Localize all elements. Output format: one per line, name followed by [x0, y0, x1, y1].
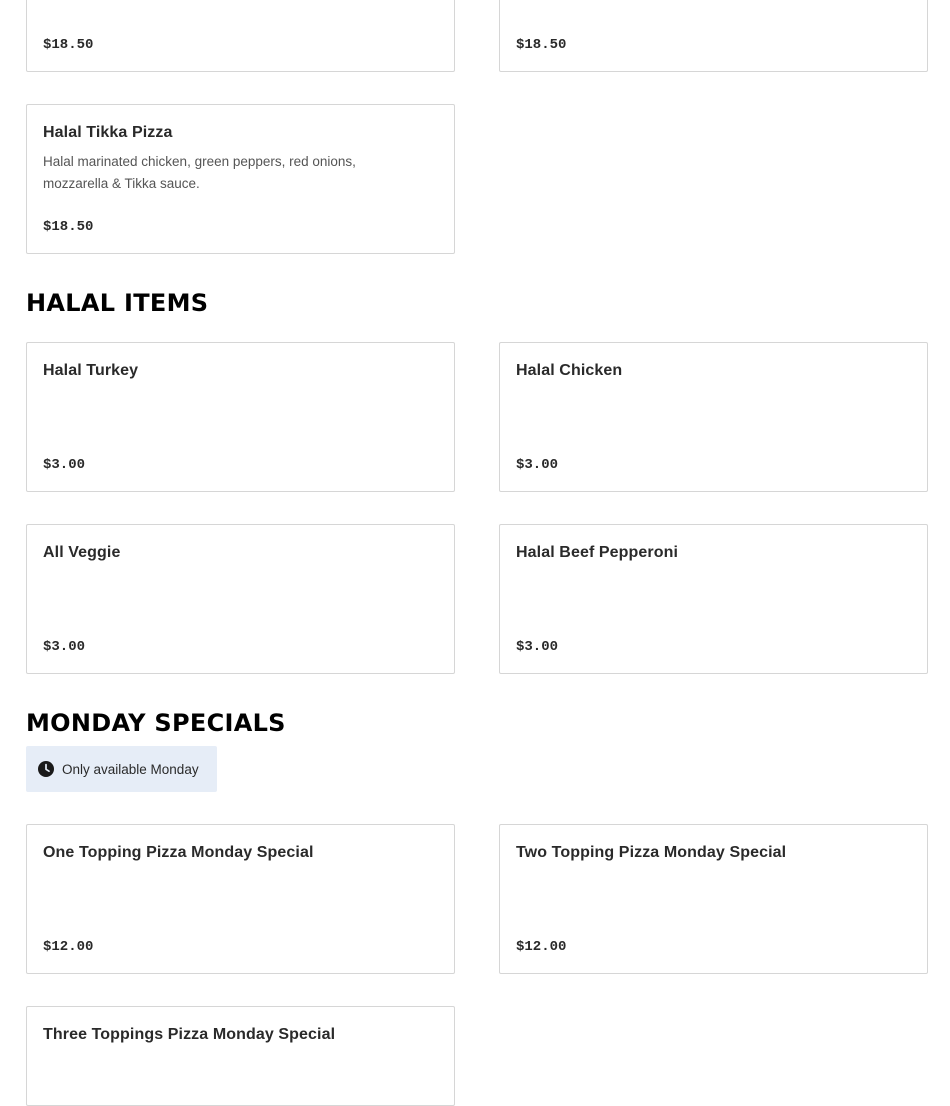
item-name: Halal Tikka Pizza: [43, 124, 173, 141]
clock-icon: [38, 761, 54, 777]
menu-item-card[interactable]: [26, 342, 455, 492]
item-description: Halal marinated chicken, green peppers, red onions, mozzarella & Tikka sauce.: [43, 154, 356, 191]
item-price: $18.50: [516, 37, 567, 53]
item-name: All Veggie: [43, 544, 121, 561]
menu-item-card[interactable]: [499, 524, 928, 674]
availability-text: Only available Monday: [62, 761, 199, 777]
menu-item-card[interactable]: [26, 824, 455, 974]
item-name: Three Toppings Pizza Monday Special: [43, 1026, 336, 1043]
section-title-halal-items: HALAL ITEMS: [26, 289, 209, 317]
menu-item-card[interactable]: [499, 0, 928, 72]
availability-badge: [26, 746, 217, 792]
item-name: One Topping Pizza Monday Special: [43, 844, 314, 861]
menu-item-card[interactable]: [499, 824, 928, 974]
item-price: $18.50: [43, 219, 94, 235]
item-price: $12.00: [43, 939, 94, 955]
item-price: $3.00: [43, 457, 86, 473]
item-price: $3.00: [43, 639, 86, 655]
menu-item-card[interactable]: [26, 104, 455, 254]
section-title-monday-specials: MONDAY SPECIALS: [26, 709, 286, 737]
menu-item-card[interactable]: [26, 0, 455, 72]
item-name: Halal Beef Pepperoni: [516, 544, 679, 561]
item-price: $3.00: [516, 639, 559, 655]
item-name: Halal Chicken: [516, 362, 623, 379]
item-price: $18.50: [43, 37, 94, 53]
item-price: $3.00: [516, 457, 559, 473]
item-name: Halal Turkey: [43, 362, 139, 379]
item-price: $12.00: [516, 939, 567, 955]
menu-item-card[interactable]: [26, 524, 455, 674]
menu-item-card[interactable]: [26, 1006, 455, 1106]
menu-item-card[interactable]: [499, 342, 928, 492]
item-name: Two Topping Pizza Monday Special: [516, 844, 787, 861]
